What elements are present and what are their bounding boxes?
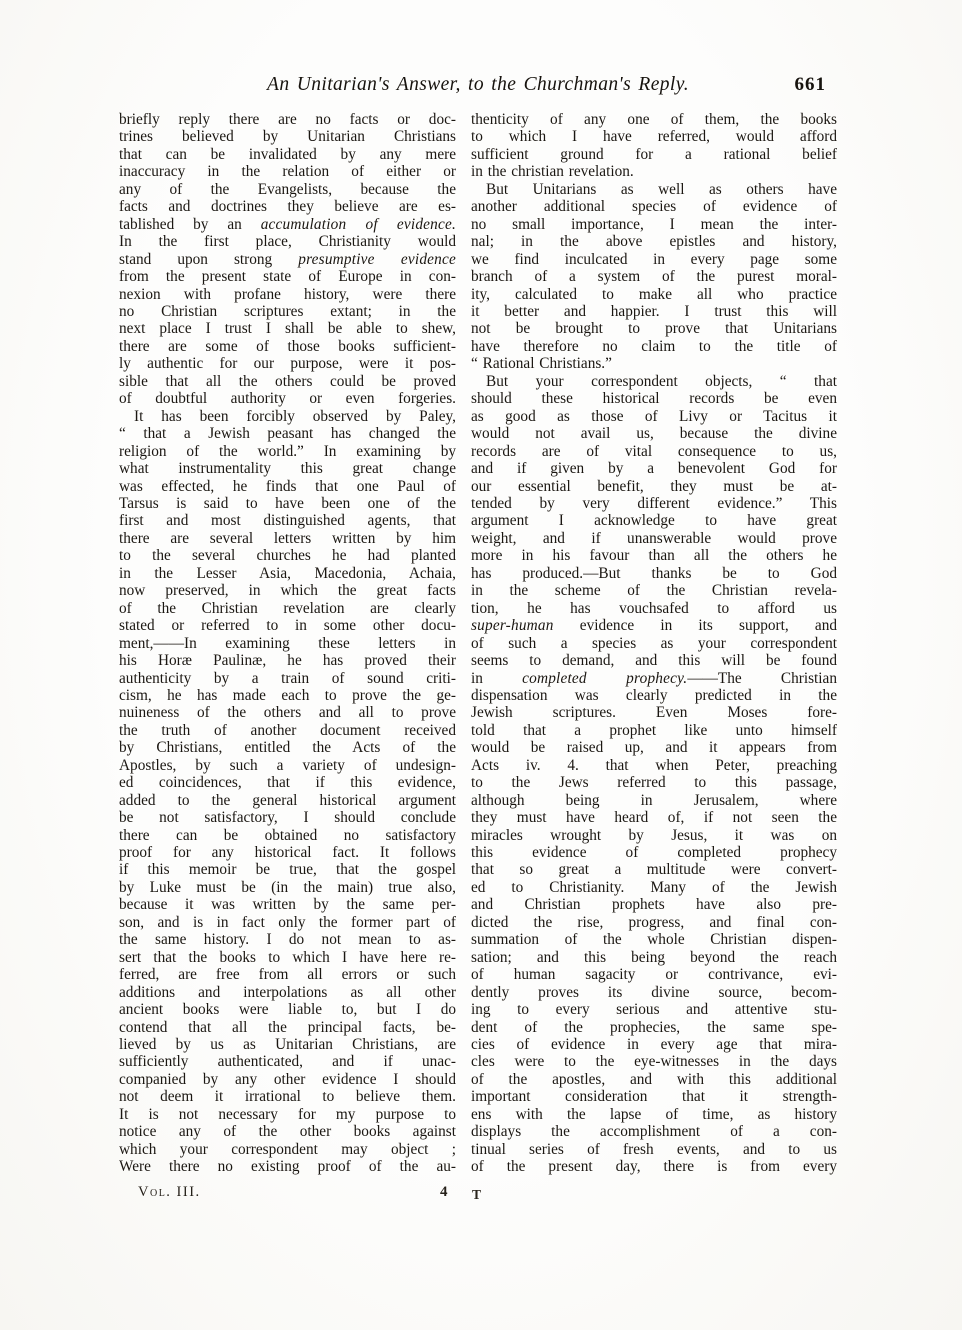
text-line: of such a species as your correspondent (471, 634, 837, 652)
text-line: there are several letters written by him (119, 529, 456, 547)
text-line: was effected, he finds that one Paul of (119, 477, 456, 495)
text-line: cism, he has made each to prove the ge- (119, 686, 456, 704)
text-line: religion of the world.” In examining by (119, 442, 456, 460)
text-line: But your correspondent objects, “ that (486, 372, 837, 390)
text-line: because it was written by the same per- (119, 896, 456, 914)
text-line: Apostles, by such a variety of undesign- (119, 756, 456, 774)
text-line: would not avail us, because the divine (471, 425, 837, 443)
text-line: contend that all the principal facts, be- (119, 1018, 456, 1036)
text-line: cies of evidence in every age that mira- (471, 1036, 837, 1054)
text-line: inaccuracy in the relation of either or (119, 163, 456, 181)
text-line: they must have heard of, if not seen the (471, 809, 837, 827)
text-line: no small importance, I mean the inter- (471, 215, 837, 233)
text-line: ly authentic for our purpose, were it pos- (119, 355, 456, 373)
text-line: stated or referred to in some other docu- (119, 617, 456, 635)
text-line: seems to demand, and this will be found (471, 652, 837, 670)
text-line: notice any of the other books against (119, 1123, 456, 1141)
text-line: the truth of another document received (119, 721, 456, 739)
text-line: would be raised up, and it appears from (471, 739, 837, 757)
text-line: if this memoir be true, that the gospel (119, 861, 456, 879)
text-line: the same history. I do not mean to as- (119, 931, 456, 949)
text-line: which your correspondent may object ; (119, 1140, 456, 1158)
text-line: summation of the whole Christian dispen- (471, 931, 837, 949)
text-line: It is not necessary for my purpose to (119, 1105, 456, 1123)
text-line: sufficient ground for a rational belief (471, 145, 837, 163)
text-line: ens with the lapse of time, as history (471, 1105, 837, 1123)
text-line: In the first place, Christianity would (119, 233, 456, 251)
text-line: another additional species of evidence of (471, 198, 837, 216)
text-line: no Christian scriptures extant; in the (119, 302, 456, 320)
text-line: It has been forcibly observed by Paley, (134, 407, 456, 425)
text-line: But Unitarians as well as others have (486, 180, 837, 198)
text-line: proof for any historical fact. It follows (119, 844, 456, 862)
text-line: nal; in the above epistles and history, (471, 233, 837, 251)
text-line: ancient books were liable to, but I do (119, 1001, 456, 1019)
text-line: Jewish scriptures. Even Moses fore- (471, 704, 837, 722)
text-line: tended by very different evidence.” This (471, 494, 837, 512)
page-number: 661 (794, 74, 826, 95)
text-line: lieved by us as Unitarian Christians, are (119, 1036, 456, 1054)
text-line: records are of vital consequence to us, (471, 442, 837, 460)
text-line: our essential benefit, they must be at- (471, 477, 837, 495)
text-line: have therefore no claim to the title of (471, 337, 837, 355)
text-line: that so great a multitude were convert- (471, 861, 837, 879)
volume-label: Vol. III. (138, 1184, 201, 1200)
text-line: more in his favour than all the others he (471, 547, 837, 565)
text-line: dispensation was clearly predicted in the (471, 686, 837, 704)
text-line: nexion with profane history, were there (119, 285, 456, 303)
text-line: of the Christian revelation are clearly (119, 599, 456, 617)
text-line: sation; and this being beyond the reach (471, 948, 837, 966)
text-line: important consideration that it strength- (471, 1088, 837, 1106)
text-line: tablished by an accumulation of evidence. (119, 215, 457, 233)
text-line: be not satisfactory, I should conclude (119, 809, 456, 827)
text-line: nuineness of the others and all to prove (119, 704, 456, 722)
text-line: although being in Jerusalem, where (471, 791, 837, 809)
text-line: there can be obtained no satisfactory (119, 826, 456, 844)
text-line: this evidence of completed prophecy (471, 844, 837, 862)
text-line: weight, and if unanswerable would prove (471, 529, 837, 547)
text-line: not be brought to prove that Unitarians (471, 320, 837, 338)
text-line: ed coincidences, that if this evidence, (119, 774, 456, 792)
text-line: by Luke must be (in the main) true also, (119, 878, 456, 896)
text-line: authenticity by a train of sound criti- (119, 669, 456, 687)
text-line: dicted the rise, progress, and final con- (471, 913, 837, 931)
signature-mark-letter: T (472, 1187, 482, 1202)
text-line: super-human evidence in its support, and (471, 617, 837, 635)
text-line: to the Jews referred to this passage, (471, 774, 837, 792)
text-line: it better and happier. I trust this will (471, 302, 837, 320)
text-line: to which I have referred, would afford (471, 128, 837, 146)
text-line: in the Lesser Asia, Macedonia, Achaia, (119, 564, 456, 582)
text-line: Acts iv. 4. that when Peter, preaching (471, 756, 837, 774)
text-line: any of the Evangelists, because the (119, 180, 456, 198)
text-line: there are some of those books sufficient- (119, 337, 456, 355)
text-line: “ Rational Christians.” (471, 355, 612, 373)
text-line: in the christian revelation. (471, 163, 634, 181)
text-line: Were there no existing proof of the au- (119, 1158, 456, 1176)
text-line: sible that all the others could be proved (119, 372, 456, 390)
text-line: argument I acknowledge to have great (471, 512, 837, 530)
text-line: in completed prophecy.——The Christian (471, 669, 837, 687)
text-line: ed to Christianity. Many of the Jewish (471, 878, 837, 896)
text-line: displays the accomplishment of a con- (471, 1123, 837, 1141)
text-line: and if given by a benevolent God for (471, 460, 837, 478)
text-line: by Christians, entitled the Acts of the (119, 739, 456, 757)
text-line: ferred, are free from all errors or such (119, 966, 456, 984)
text-line: of human sagacity or contrivance, evi- (471, 966, 837, 984)
text-line: trines believed by Unitarian Christians (119, 128, 456, 146)
right-column (471, 111, 837, 1176)
text-line: has produced.—But thanks be to God (471, 564, 837, 582)
text-line: thenticity of any one of them, the books (471, 111, 837, 128)
text-line: now preserved, in which the great facts (119, 582, 456, 600)
text-line: what instrumentality this great change (119, 460, 456, 478)
text-line: added to the general historical argument (119, 791, 456, 809)
text-line: his Horæ Paulinæ, he has proved their (119, 652, 456, 670)
text-line: we find inculcated in every page some (471, 250, 837, 268)
text-line: branch of a system of the purest moral- (471, 268, 837, 286)
text-line: dently proves its divine source, becom- (471, 983, 837, 1001)
left-column (119, 111, 456, 1176)
text-line: tinual series of fresh events, and to us (471, 1140, 837, 1158)
text-line: of the apostles, and with this additional (471, 1070, 837, 1088)
text-line: as good as those of Livy or Tacitus it (471, 407, 837, 425)
text-line: ing to every serious and attentive stu- (471, 1001, 837, 1019)
text-line: miracles wrought by Jesus, it was on (471, 826, 837, 844)
text-line: next place I trust I shall be able to shew, (119, 320, 456, 338)
text-line: should these historical records be even (471, 390, 837, 408)
text-line: and Christian prophets have also pre- (471, 896, 837, 914)
text-line: ity, calculated to make all who practice (471, 285, 837, 303)
text-line: of doubtful authority or even forgeries. (119, 390, 456, 408)
text-line: briefly reply there are no facts or doc- (119, 111, 456, 128)
text-line: stand upon strong presumptive evidence (119, 250, 456, 268)
text-line: “ that a Jewish peasant has changed the (119, 425, 456, 443)
text-line: tion, he has vouchsafed to afford us (471, 599, 837, 617)
text-line: in the scheme of the Christian revela- (471, 582, 837, 600)
text-line: Tarsus is said to have been one of the (119, 494, 456, 512)
text-line: ment,——In examining these letters in (119, 634, 456, 652)
text-line: told that a prophet like unto himself (471, 721, 837, 739)
text-line: first and most distinguished agents, that (119, 512, 456, 530)
signature-mark-number: 4 (440, 1184, 448, 1200)
text-line: cles were to the eye-witnesses in the days (471, 1053, 837, 1071)
text-line: companied by any other evidence I should (119, 1070, 456, 1088)
text-line: not deem it irrational to believe them. (119, 1088, 456, 1106)
text-line: son, and is in fact only the former part of (119, 913, 456, 931)
page-title: An Unitarian's Answer, to the Churchman's Reply. (267, 74, 689, 95)
text-line: additions and interpolations as all other (119, 983, 456, 1001)
text-line: facts and doctrines they believe are es- (119, 198, 456, 216)
text-line: sufficiently authenticated, and if unac- (119, 1053, 456, 1071)
text-line: of the present day, there is from every (471, 1158, 837, 1176)
text-line: sert that the books to which I have here re- (119, 948, 456, 966)
text-line: from the present state of Europe in con- (119, 268, 456, 286)
text-line: to the several churches he had planted (119, 547, 456, 565)
text-line: that can be invalidated by any mere (119, 145, 456, 163)
text-line: dent of the prophecies, the same spe- (471, 1018, 837, 1036)
